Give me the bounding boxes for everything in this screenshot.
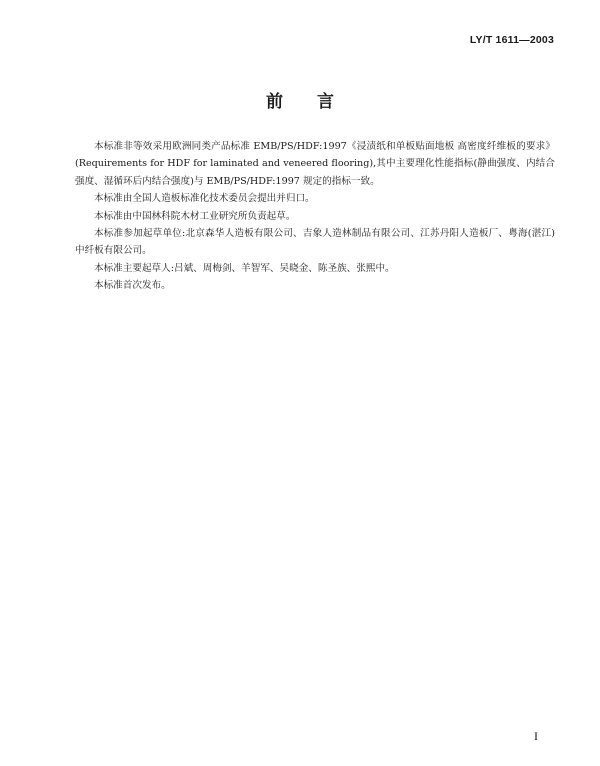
- paragraph-drafter: 本标准由中国林科院木材工业研究所负责起草。: [94, 210, 296, 222]
- paragraph-proposer: 本标准由全国人造板标准化技术委员会提出并归口。: [94, 193, 315, 205]
- paragraph-authors: 本标准主要起草人:吕斌、周梅剑、羊智军、吴晓金、陈圣族、张熙中。: [94, 262, 395, 274]
- foreword-body: [75, 138, 555, 295]
- standard-code: LY/T 1611—2003: [469, 34, 554, 46]
- page-number: I: [534, 729, 538, 743]
- paragraph-first-release: 本标准首次发布。: [94, 280, 171, 292]
- paragraph-participants: 本标准参加起草单位:北京森华人造板有限公司、吉象人造林制品有限公司、江苏丹阳人造板厂、粤海(湛江)中纤板有限公司。: [75, 228, 555, 257]
- paragraph-adoption: 本标准非等效采用欧洲同类产品标准 EMB/PS/HDF:1997《浸渍纸和单板贴面地板 高密度纤维板的要求》(Requirements for HDF for laminated and veneered flooring),其中主要理化性能指标(静曲强度、内结合强度、湿循环后内结合强度)与 EMB/PS/HDF:1997 规定的指标一致。: [75, 141, 555, 187]
- title-char-2: 言: [317, 92, 334, 112]
- page-title: [0, 87, 600, 112]
- title-char-1: 前: [266, 92, 283, 112]
